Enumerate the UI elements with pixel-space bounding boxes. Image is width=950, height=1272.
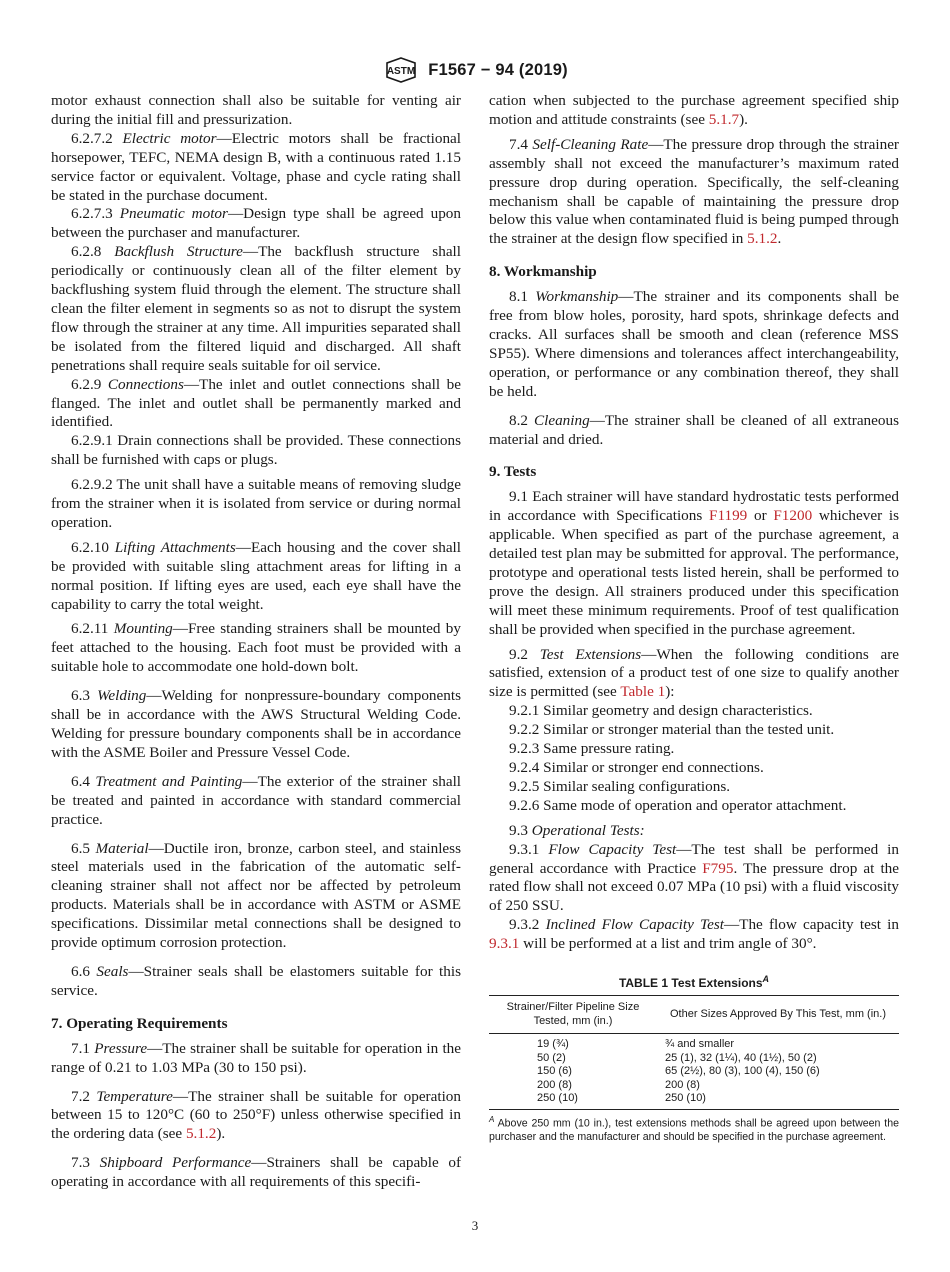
- astm-logo-icon: [382, 57, 420, 83]
- link-5-1-2[interactable]: 5.1.2: [185, 1125, 217, 1143]
- page-header: [0, 56, 950, 84]
- link-f1199[interactable]: F1199: [709, 507, 748, 525]
- document-id: F1567 − 94 (2019): [428, 60, 568, 79]
- paragraph-6-2-7-1-cont: motor exhaust connection shall also be suitable for venting air during the initial fill and pressurization.: [51, 92, 461, 128]
- svg-text:ASTM: ASTM: [387, 66, 416, 77]
- paragraph-6-2-9: 6.2.9 Connections—The inlet and outlet connections shall be flanged. The inlet and outlet shall be permanently marked and identified.: [51, 375, 461, 431]
- paragraph-6-4: 6.4 Treatment and Painting—The exterior of the strainer shall be treated and painted in accordance with standard commercial practice.: [51, 772, 462, 828]
- table-cell: 200 (8): [537, 1078, 572, 1091]
- table-cell: 25 (1), 32 (1¼), 40 (1½), 50 (2): [665, 1051, 817, 1064]
- left-column: [51, 92, 461, 1192]
- paragraph-6-2-11: 6.2.11 Mounting—Free standing strainers shall be mounted by feet attached to the housing. Each foot must be provided with a suitable hole to accommodate one hold-down bolt.: [51, 620, 461, 676]
- table-row: [489, 1034, 899, 1052]
- paragraph-9-2: 9.2 Test Extensions—When the following conditions are satisfied, extension of a product test of one size to qualify another size is permitted (see Table 1):: [489, 645, 899, 701]
- table-cell: ¾ and smaller: [665, 1038, 735, 1051]
- link-f1200[interactable]: F1200: [773, 507, 813, 525]
- paragraph-6-2-10: 6.2.10 Lifting Attachments—Each housing and the cover shall be provided with suitable sling attachment areas for lifting in a normal position. If lifting eyes are used, each eye shall have the capability to carry the total weight.: [51, 538, 461, 613]
- paragraph-6-2-8: 6.2.8 Backflush Structure—The backflush structure shall periodically or continuously clean all of the filter element by backflushing system fluid through the element. The structure shall clean the filter element in segments so as not to disrupt the system flow through the strainer at any time. All impurities separated shall be isolated from the filtered liquid and discharged. All shaft penetrations shall require seals suitable for oil service.: [51, 243, 461, 374]
- paragraph-8-1: 8.1 Workmanship—The strainer and its components shall be free from blow holes, porosity, hard spots, shrinkage defects and cracks. All surfaces shall be smooth and clean (reference MSS SP55). Where dimensions and tolerances affect interchangeability, operation, or performance or any combination thereof, they shall be held.: [489, 288, 900, 400]
- paragraph-6-3: 6.3 Welding—Welding for nonpressure-boundary components shall be in accordance with the AWS Structural Welding Code. Welding for pressure boundary components shall be in accordance with the ASME Boiler and Pressure Vessel Code.: [51, 687, 461, 761]
- table-1: [489, 972, 899, 1144]
- paragraph-6-2-9-2: 6.2.9.2 The unit shall have a suitable means of removing sludge from the strainer when it is isolated from service or during normal operation.: [51, 476, 461, 531]
- table-cell: 250 (10): [537, 1092, 578, 1105]
- table-cell: 250 (10): [665, 1092, 706, 1105]
- link-9-3-1[interactable]: 9.3.1: [489, 935, 520, 953]
- link-f795[interactable]: F795: [702, 859, 734, 877]
- paragraph-7-1: 7.1 Pressure—The strainer shall be suitable for operation in the range of 0.21 to 1.03 MPa (30 to 150 psi).: [51, 1039, 461, 1076]
- table-cell: 200 (8): [665, 1078, 700, 1091]
- paragraph-7-3: 7.3 Shipboard Performance—Strainers shall be capable of operating in accordance with all requirements of this specifi-: [51, 1154, 462, 1191]
- paragraph-6-2-9-1: 6.2.9.1 Drain connections shall be provided. These connections shall be furnished with caps or plugs.: [51, 432, 461, 469]
- table-cell: 50 (2): [537, 1051, 566, 1064]
- table-cell: 150 (6): [537, 1065, 572, 1078]
- section-heading-8: 8. Workmanship: [489, 263, 597, 281]
- section-heading-7: 7. Operating Requirements: [51, 1014, 228, 1032]
- section-heading-9: 9. Tests: [489, 463, 537, 481]
- link-table-1[interactable]: Table 1: [620, 683, 666, 701]
- list-item: 9.2.2 Similar or stronger material than the tested unit.: [509, 721, 835, 739]
- link-5-1-2[interactable]: 5.1.2: [747, 230, 778, 248]
- list-item: 9.2.4 Similar or stronger end connections.: [509, 759, 764, 776]
- paragraph-6-2-7-2: 6.2.7.2 Electric motor—Electric motors shall be fractional horsepower, TEFC, NEMA design B, with a continuous rated 1.15 service factor or equivalent. Voltage, phase and cycle rating shall be stated in the purchase document.: [51, 129, 462, 204]
- test-extension-conditions-list: [489, 702, 899, 815]
- list-item: 9.2.1 Similar geometry and design characteristics.: [509, 702, 813, 720]
- table-caption: TABLE 1 Test Extensions$^A$: [618, 974, 770, 991]
- table-row: [489, 1092, 899, 1109]
- paragraph-7-4: 7.4 Self-Cleaning Rate—The pressure drop through the strainer assembly shall not exceed the manufacturer’s maximum rated pressure drop during operation. Specifically, the self-cleaning mechanism shall be capable of maintaining the pressure drop below this value when contaminated fluid is being pumped through the strainer at the design flow specified in 5.1.2.: [489, 135, 899, 248]
- right-column: [489, 92, 899, 1144]
- table-footnote: $^A$ Above 250 mm (10 in.), test extensions methods shall be agreed upon between the purchaser and the manufacturer and should be specified in the purchase agreement.: [489, 1109, 899, 1145]
- paragraph-6-5: 6.5 Material—Ductile iron, bronze, carbon steel, and stainless steel materials used in the fabrication of the automatic self-cleaning strainer shall not affect nor be affected by petroleum products. Materials shall be in accordance with ASTM or ASME specifications. Dissimilar metal connections shall be designed to provide optimum corrosion protection.: [51, 839, 461, 952]
- list-item: 9.2.6 Same mode of operation and operator attachment.: [509, 796, 847, 814]
- page-number: 3: [471, 1218, 479, 1233]
- link-5-1-7[interactable]: 5.1.7: [708, 110, 740, 128]
- column-header: Other Sizes Approved By This Test, mm (in.): [657, 996, 899, 1034]
- paragraph-6-6: 6.6 Seals—Strainer seals shall be elastomers suitable for this service.: [51, 962, 461, 999]
- paragraph-7-2: 7.2 Temperature—The strainer shall be suitable for operation between 15 to 120°C (60 to 250°F) unless otherwise specified in the ordering data (see 5.1.2).: [51, 1087, 461, 1143]
- paragraph-7-3-cont: cation when subjected to the purchase agreement specified ship motion and attitude constraints (see 5.1.7).: [489, 92, 899, 128]
- table-row: [489, 1052, 899, 1066]
- test-extensions-table: [489, 995, 899, 1109]
- paragraph-9-1: 9.1 Each strainer will have standard hydrostatic tests performed in accordance with Specifications F1199 or F1200 whichever is applicable. When specified as part of the purchase agreement, a detailed test plan may be submitted for approval. The performance, prototype and operational tests listed herein, shall be performed to prove the design. All strainers produced under this specification will meet these minimum requirements. Proof of test qualification shall be provided when specified in the purchase agreement.: [489, 488, 899, 638]
- table-row: [489, 1079, 899, 1093]
- column-header: Strainer/Filter Pipeline Size Tested, mm (in.): [489, 996, 657, 1034]
- table-header-row: [489, 996, 899, 1034]
- paragraph-9-3: 9.3 Operational Tests:: [509, 821, 645, 839]
- paragraph-8-2: 8.2 Cleaning—The strainer shall be cleaned of all extraneous material and dried.: [489, 411, 899, 448]
- table-cell: 65 (2½), 80 (3), 100 (4), 150 (6): [665, 1065, 820, 1078]
- list-item: 9.2.5 Similar sealing configurations.: [509, 777, 731, 795]
- paragraph-9-3-1: 9.3.1 Flow Capacity Test—The test shall be performed in general accordance with Practice F795. The pressure drop at the rated flow shall not exceed 0.07 MPa (10 psi) with a fluid viscosity of 250 SSU.: [489, 840, 899, 915]
- paragraph-9-3-2: 9.3.2 Inclined Flow Capacity Test—The flow capacity test in 9.3.1 will be performed at a list and trim angle of 30°.: [489, 916, 899, 953]
- list-item: 9.2.3 Same pressure rating.: [509, 740, 675, 758]
- paragraph-6-2-7-3: 6.2.7.3 Pneumatic motor—Design type shall be agreed upon between the purchaser and manufacturer.: [51, 205, 461, 242]
- table-row: [489, 1065, 899, 1079]
- table-cell: 19 (¾): [537, 1038, 569, 1051]
